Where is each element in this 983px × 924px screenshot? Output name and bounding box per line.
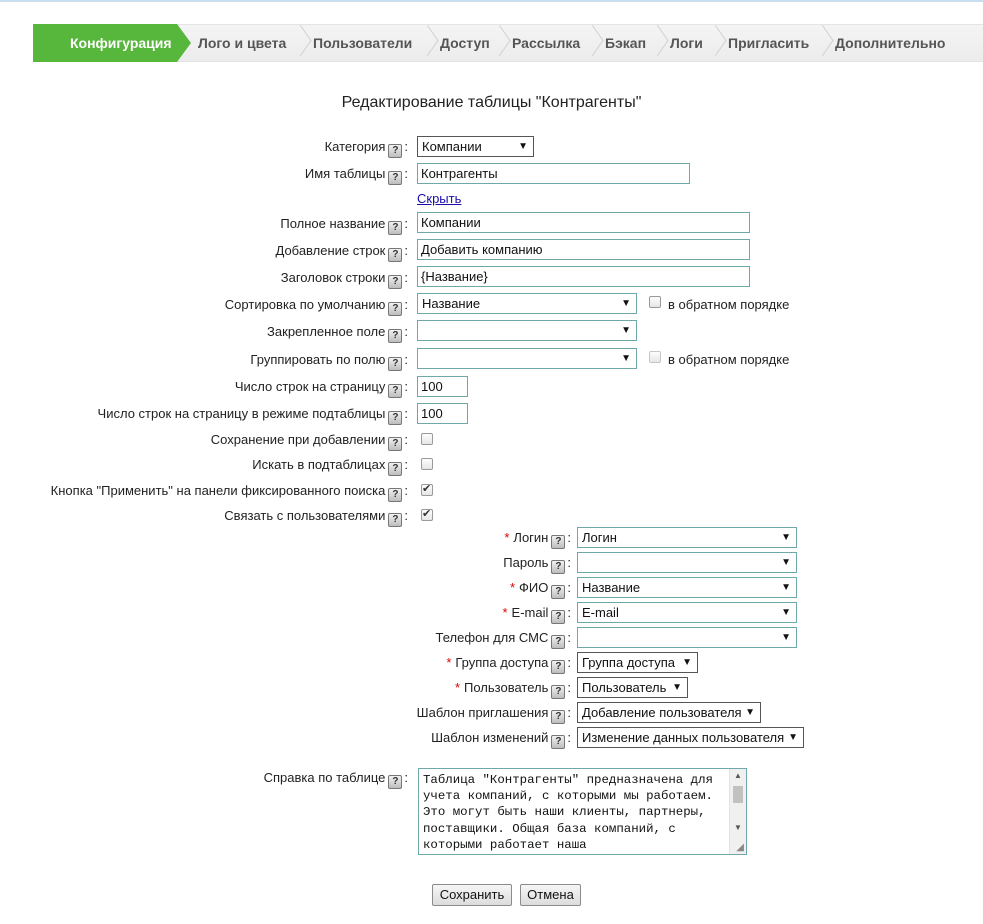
chevron-down-icon: ▼	[788, 732, 798, 743]
invite-template-select[interactable]	[577, 702, 761, 723]
rows-per-page-input[interactable]: 100	[417, 376, 468, 397]
search-subtables-label	[252, 457, 408, 476]
colon: :	[567, 680, 571, 695]
pinned-field-label	[267, 324, 408, 343]
label-text: Логин	[513, 530, 549, 545]
label-text: Полное название	[280, 216, 386, 231]
label-text: Пользователь	[464, 680, 549, 695]
help-icon[interactable]: ?	[388, 275, 402, 289]
label-text: Сохранение при добавлении	[210, 432, 386, 447]
tab-label: Лого и цвета	[198, 35, 287, 51]
colon: :	[404, 352, 408, 367]
category-label	[325, 139, 408, 158]
tab-label: Бэкап	[605, 35, 647, 51]
colon: :	[404, 483, 408, 498]
label-text: Сортировка по умолчанию	[224, 297, 386, 312]
help-icon[interactable]: ?	[388, 248, 402, 262]
label-text: Телефон для СМС	[435, 630, 549, 645]
scroll-thumb[interactable]	[733, 786, 743, 803]
tab-logs[interactable]	[670, 24, 703, 62]
colon: :	[567, 705, 571, 720]
label-text: Шаблон изменений	[431, 730, 549, 745]
email-select[interactable]	[577, 602, 797, 623]
label-text: Группировать по полю	[250, 352, 386, 367]
colon: :	[567, 730, 571, 745]
full-name-label	[280, 216, 408, 235]
group-by-label	[250, 352, 408, 371]
select-value: Добавление пользователя	[582, 705, 742, 720]
chevron-down-icon: ▼	[781, 557, 791, 568]
select-value: Компании	[422, 139, 482, 154]
default-sort-reverse-checkbox[interactable]	[649, 296, 661, 308]
default-sort-reverse-label: в обратном порядке	[668, 297, 790, 312]
change-template-label	[431, 730, 571, 749]
colon: :	[404, 216, 408, 231]
chevron-down-icon: ▼	[781, 532, 791, 543]
apply-button-label	[51, 483, 408, 502]
chevron-down-icon: ▼	[745, 707, 755, 718]
label-text: Шаблон приглашения	[416, 705, 549, 720]
colon: :	[567, 630, 571, 645]
help-icon[interactable]: ?	[551, 535, 565, 549]
login-label	[504, 530, 571, 549]
link-users-checkbox[interactable]	[421, 509, 433, 521]
group-by-select[interactable]	[417, 348, 637, 369]
save-on-add-checkbox[interactable]	[421, 433, 433, 445]
resize-grip-icon[interactable]: ◢	[736, 842, 744, 853]
step-separator	[496, 28, 507, 58]
chevron-down-icon: ▼	[781, 607, 791, 618]
tab-label: Рассылка	[512, 35, 581, 51]
tab-mailing[interactable]	[512, 24, 580, 62]
colon: :	[567, 530, 571, 545]
row-header-label	[281, 270, 408, 289]
table-name-label	[305, 166, 408, 185]
colon: :	[404, 770, 408, 785]
tab-users[interactable]	[313, 24, 412, 62]
chevron-down-icon: ▼	[518, 141, 528, 152]
required-mark: *	[504, 530, 510, 545]
change-template-select[interactable]	[577, 727, 804, 748]
chevron-down-icon: ▼	[672, 682, 682, 693]
colon: :	[404, 457, 408, 472]
step-separator	[712, 28, 723, 58]
password-select[interactable]	[577, 552, 797, 573]
tab-additional[interactable]	[835, 24, 945, 62]
default-sort-label	[225, 297, 408, 316]
user-select[interactable]	[577, 677, 688, 698]
add-rows-input[interactable]: Добавить компанию	[417, 239, 750, 260]
colon: :	[404, 139, 408, 154]
help-icon[interactable]: ?	[388, 488, 402, 502]
sms-phone-label	[436, 630, 571, 649]
chevron-down-icon: ▼	[621, 353, 631, 364]
select-value: Логин	[582, 530, 617, 545]
sms-phone-select[interactable]	[577, 627, 797, 648]
select-value: Название	[422, 296, 481, 311]
colon: :	[404, 406, 408, 421]
top-border	[0, 0, 983, 2]
group-by-reverse-label: в обратном порядке	[668, 352, 790, 367]
help-icon[interactable]: ?	[388, 775, 402, 789]
hide-link[interactable]: Скрыть	[417, 191, 462, 206]
select-value: Пользователь	[582, 680, 667, 695]
help-icon[interactable]: ?	[388, 411, 402, 425]
help-icon[interactable]: ?	[551, 585, 565, 599]
help-textarea[interactable]	[418, 768, 747, 855]
step-separator	[424, 28, 435, 58]
help-icon[interactable]: ?	[551, 660, 565, 674]
help-icon[interactable]: ?	[388, 357, 402, 371]
required-mark: *	[502, 605, 508, 620]
colon: :	[567, 580, 571, 595]
help-icon[interactable]: ?	[388, 221, 402, 235]
tab-label: Доступ	[440, 35, 490, 51]
label-text: ФИО	[519, 580, 549, 595]
add-rows-label	[276, 243, 409, 262]
label-text: Кнопка "Применить" на панели фиксированного поиска	[50, 483, 386, 498]
fio-label	[510, 580, 571, 599]
category-select[interactable]	[417, 136, 534, 157]
access-group-select[interactable]	[577, 652, 698, 673]
save-button[interactable]: Сохранить	[432, 884, 512, 906]
help-icon[interactable]: ?	[388, 302, 402, 316]
required-mark: *	[446, 655, 452, 670]
search-subtables-checkbox[interactable]	[421, 458, 433, 470]
tab-backup[interactable]	[605, 24, 646, 62]
page-title: Редактирование таблицы "Контрагенты"	[341, 94, 642, 111]
default-sort-select[interactable]	[417, 293, 637, 314]
label-text: Заголовок строки	[280, 270, 386, 285]
colon: :	[404, 270, 408, 285]
help-icon[interactable]: ?	[551, 560, 565, 574]
step-separator	[654, 28, 665, 58]
rows-per-page-sub-input[interactable]: 100	[417, 403, 468, 424]
tab-label: Конфигурация	[70, 35, 172, 51]
colon: :	[567, 555, 571, 570]
help-text: Таблица "Контрагенты" предназначена для учета компаний, с которыми мы работаем. Это могут быть наши клиенты, партнеры, поставщики. Общая база компаний, с которыми работает наша	[423, 773, 721, 852]
step-separator	[297, 28, 308, 58]
scroll-up-icon[interactable]: ▲	[734, 771, 742, 780]
colon: :	[404, 432, 408, 447]
invite-template-label	[417, 705, 571, 724]
chevron-down-icon: ▼	[781, 632, 791, 643]
tab-label: Логи	[670, 35, 703, 51]
chevron-down-icon: ▼	[621, 298, 631, 309]
full-name-input[interactable]: Компании	[417, 212, 750, 233]
colon: :	[404, 379, 408, 394]
colon: :	[404, 166, 408, 181]
tab-label: Пользователи	[313, 35, 413, 51]
tab-logo-colors[interactable]	[198, 24, 286, 62]
colon: :	[404, 324, 408, 339]
label-text: Искать в подтаблицах	[252, 457, 386, 472]
tab-invite[interactable]	[728, 24, 809, 62]
chevron-down-icon: ▼	[682, 657, 692, 668]
colon: :	[404, 243, 408, 258]
pinned-field-select[interactable]	[417, 320, 637, 341]
access-group-label	[446, 655, 571, 674]
help-icon[interactable]: ?	[551, 610, 565, 624]
wizard-steps	[33, 24, 983, 62]
chevron-down-icon: ▼	[621, 325, 631, 336]
select-value: E-mail	[582, 605, 619, 620]
scroll-down-icon[interactable]: ▼	[734, 823, 742, 832]
table-name-input[interactable]: Контрагенты	[417, 163, 690, 184]
tab-configuration[interactable]	[33, 24, 177, 62]
save-on-add-label	[211, 432, 408, 451]
help-icon[interactable]: ?	[388, 437, 402, 451]
label-text: Пароль	[503, 555, 549, 570]
label-text: Добавление строк	[275, 243, 386, 258]
label-text: Категория	[324, 139, 386, 154]
password-label	[503, 555, 571, 574]
tab-access[interactable]	[440, 24, 490, 62]
label-text: Справка по таблице	[263, 770, 386, 785]
select-value: Изменение данных пользователя	[582, 730, 785, 745]
label-text: Число строк на страницу	[234, 379, 386, 394]
help-icon[interactable]: ?	[551, 710, 565, 724]
help-icon[interactable]: ?	[551, 735, 565, 749]
step-separator	[589, 28, 600, 58]
chevron-down-icon: ▼	[781, 582, 791, 593]
colon: :	[404, 297, 408, 312]
tab-label: Пригласить	[728, 35, 810, 51]
select-value: Группа доступа	[582, 655, 675, 670]
cancel-button[interactable]: Отмена	[520, 884, 581, 906]
help-icon[interactable]: ?	[551, 635, 565, 649]
help-icon[interactable]: ?	[388, 462, 402, 476]
apply-button-checkbox[interactable]	[421, 484, 433, 496]
tab-label: Дополнительно	[835, 35, 946, 51]
help-icon[interactable]: ?	[388, 329, 402, 343]
link-users-label	[224, 508, 408, 527]
colon: :	[567, 655, 571, 670]
label-text: Число строк на страницу в режиме подтаблицы	[97, 406, 386, 421]
help-icon[interactable]: ?	[551, 685, 565, 699]
rows-per-page-sub-label	[98, 406, 408, 425]
colon: :	[567, 605, 571, 620]
required-mark: *	[454, 680, 460, 695]
colon: :	[404, 508, 408, 523]
fio-select[interactable]	[577, 577, 797, 598]
label-text: Закрепленное поле	[267, 324, 386, 339]
help-icon[interactable]: ?	[388, 171, 402, 185]
label-text: Имя таблицы	[304, 166, 386, 181]
help-icon[interactable]: ?	[388, 384, 402, 398]
user-label	[455, 680, 571, 699]
rows-per-page-label	[235, 379, 408, 398]
help-label	[264, 770, 408, 789]
step-separator	[819, 28, 830, 58]
help-icon[interactable]: ?	[388, 144, 402, 158]
label-text: Группа доступа	[455, 655, 549, 670]
row-header-input[interactable]: {Название}	[417, 266, 750, 287]
label-text: Связать с пользователями	[224, 508, 386, 523]
email-label	[502, 605, 571, 624]
required-mark: *	[509, 580, 516, 595]
help-icon[interactable]: ?	[388, 513, 402, 527]
select-value: Название	[582, 580, 641, 595]
group-by-reverse-checkbox[interactable]	[649, 351, 661, 363]
login-select[interactable]	[577, 527, 797, 548]
label-text: E-mail	[511, 605, 549, 620]
